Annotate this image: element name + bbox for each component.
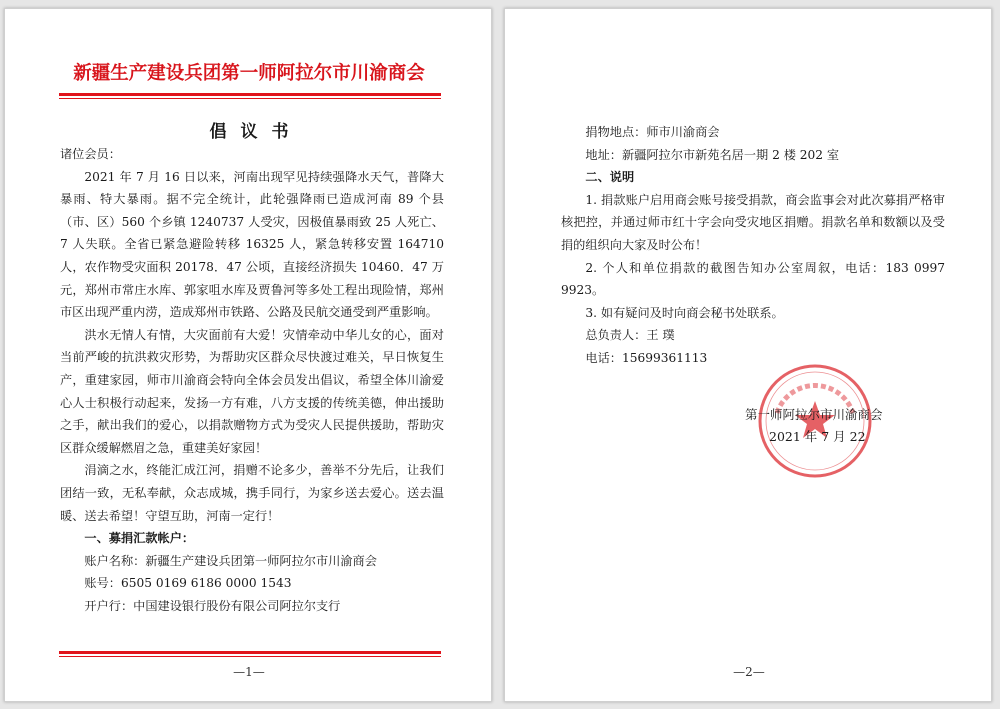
paragraph-appeal: 洪水无情人有情，大灾面前有大爱！灾情牵动中华儿女的心，面对当前严峻的抗洪救灾形势，为帮助灾区群众尽快渡过难关，早日恢复生产，重建家园，师市川渝商会特向全体会员发出倡议，希望全体川渝爱心人士积极行动起来，发扬一方有难，八方支援的传统美德，伸出援助之手，献出我们的爱心，以捐款赠物方式为受灾人民提供援助，帮助灾区群众缓解燃眉之急，重建美好家园！ — [60, 327, 444, 455]
document-page-1 — [4, 8, 492, 702]
paragraph-disaster-report: 2021 年 7 月 16 日以来，河南出现罕见持续强降水天气，普降大暴雨、特大暴雨。据不完全统计，此轮强降雨已造成河南 89 个县（市、区）560 个乡镇 1240737 人受灾，因极值暴雨致 25 人死亡、7 人失联。全省已紧急避险转移 16325 人，紧急转移安置 164710 人，农作物受灾面积 20178．47 公顷，直接经济损失 10460．47 万元，郑州市常庄水库、郭家咀水库及贾鲁河等多处工程出现险情，郑州市区出现严重内涝，造成郑州市铁路、公路及民航交通受到严重影响。 — [60, 169, 444, 320]
letterhead-rule-thick — [59, 93, 441, 96]
note-item-1: 1. 捐款账户启用商会账号接受捐款，商会监事会对此次募捐严格审核把控，并通过师市红十字会向受灾地区捐赠。捐款名单和数额以及受捐的组织向大家及时公布！ — [561, 192, 945, 252]
section-heading-notes: 二、说明 — [585, 170, 635, 185]
document-page-2 — [504, 8, 992, 702]
signing-organization: 第一师阿拉尔市川渝商会 — [745, 407, 883, 422]
contact-phone: 电话：15699361113 — [585, 350, 708, 365]
section-heading-accounts: 一、募捐汇款帐户： — [84, 531, 195, 546]
paragraph-call-to-action: 涓滴之水，终能汇成江河，捐赠不论多少，善举不分先后，让我们团结一致，无私奉献，众志成城，携手同行，为家乡送去爱心。送去温暖、送去希望！守望互助，河南一定行！ — [60, 463, 444, 523]
letterhead-rule-thin — [59, 98, 441, 99]
document-title: 倡议书 — [209, 122, 303, 142]
letterhead-org-name: 新疆生产建设兵团第一师阿拉尔市川渝商会 — [73, 63, 425, 84]
account-name: 账户名称：新疆生产建设兵团第一师阿拉尔市川渝商会 — [84, 553, 377, 568]
note-item-3: 3. 如有疑问及时向商会秘书处联系。 — [585, 305, 784, 320]
footer-rule-thick — [59, 651, 441, 654]
greeting: 诸位会员： — [60, 147, 121, 161]
page-number: —1— — [233, 665, 265, 679]
signature-block — [735, 404, 965, 448]
person-in-charge: 总负责人：王 璞 — [585, 328, 675, 343]
bank-branch: 开户行：中国建设银行股份有限公司阿拉尔支行 — [84, 598, 341, 613]
donation-location: 捐物地点：师市川渝商会 — [585, 125, 720, 139]
page2-body — [561, 121, 945, 370]
page1-body — [60, 143, 444, 617]
signing-date: 2021 年 7 月 22 — [769, 429, 866, 444]
page-number: —2— — [733, 665, 765, 679]
address: 地址：新疆阿拉尔市新苑名居一期 2 楼 202 室 — [585, 147, 840, 162]
account-number: 账号：6505 0169 6186 0000 1543 — [84, 576, 292, 591]
note-item-2: 2. 个人和单位捐款的截图告知办公室周叙，电话：183 0997 9923。 — [561, 260, 945, 298]
footer-rule-thin — [59, 656, 441, 657]
